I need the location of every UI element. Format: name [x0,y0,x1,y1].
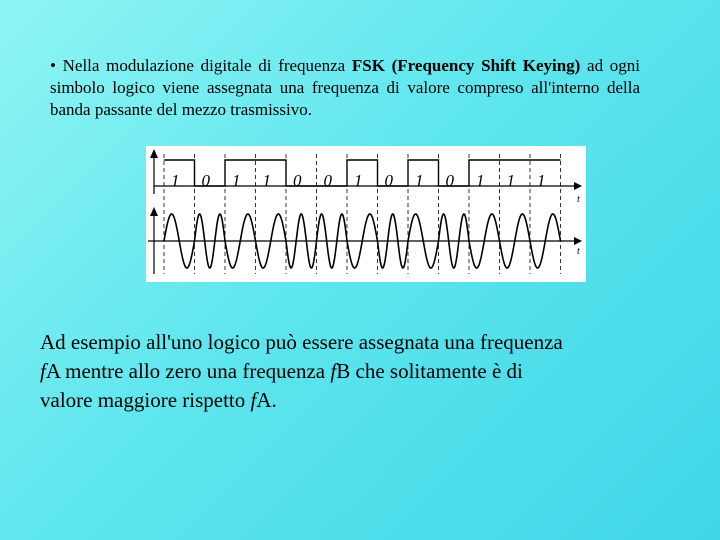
fb-symbol: f [330,359,337,383]
fa-symbol: f [40,359,46,383]
bit-label: 1 [537,171,546,190]
analog-amp-arrow [150,207,158,216]
analog-axis-label: t [577,246,580,257]
analog-axis-arrow [574,237,582,245]
fsk-diagram-svg [146,146,586,282]
intro-text-1: Nella modulazione digitale di frequenza [62,56,352,75]
bit-label: 1 [506,171,515,190]
bullet: • [50,56,56,75]
bit-label: 0 [201,171,210,190]
bit-label: 0 [323,171,332,190]
example-text-2: mentre allo zero una frequenza [59,359,331,383]
intro-paragraph [50,55,640,121]
fa2-symbol: f [250,388,257,412]
example-paragraph [40,328,580,415]
digital-axis-label: t [577,194,580,205]
bit-label: 1 [171,171,180,190]
bit-label: 1 [232,171,241,190]
fb-subscript: B [336,359,351,383]
intro-text-2: ad ogni simbolo logico viene assegnata una frequenza di valore compreso all'interno della banda passante del mezzo trasmissivo. [50,56,640,119]
fsk-term: FSK (Frequency Shift Keying) [351,56,581,75]
example-text-3: che solitamente è di valore maggiore rispetto [40,359,523,412]
fa-subscript: A [45,359,60,383]
bit-label: 1 [476,171,485,190]
example-text-1: Ad esempio all'uno logico può essere assegnata una frequenza [40,330,563,354]
bit-label: 0 [384,171,393,190]
digital-axis-arrow [574,182,582,190]
digital-amp-arrow [150,149,158,158]
bit-label: 0 [293,171,302,190]
bit-label: 0 [445,171,454,190]
example-text-4: . [271,388,277,412]
bit-label: 1 [262,171,271,190]
bit-label: 1 [354,171,363,190]
bit-label: 1 [415,171,424,190]
fsk-diagram [146,146,586,282]
fa2-subscript: A [256,388,272,412]
